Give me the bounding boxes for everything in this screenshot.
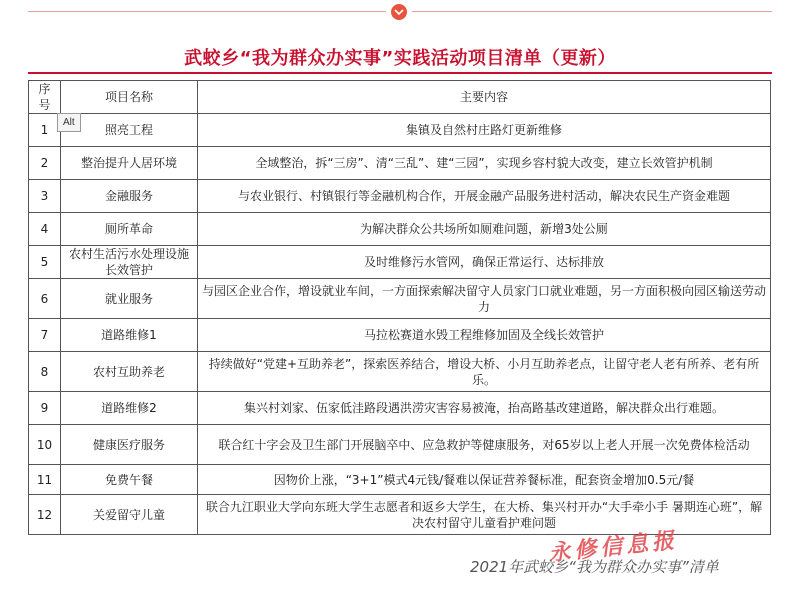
row-number: 7 — [29, 319, 61, 352]
title-divider — [28, 72, 772, 74]
table-row — [29, 279, 771, 319]
header-no: 序号 — [29, 81, 61, 114]
row-number: 8 — [29, 352, 61, 392]
table-row — [29, 246, 771, 279]
header-name: 项目名称 — [61, 81, 198, 114]
project-name: 照亮工程 — [61, 114, 198, 147]
project-content: 持续做好“党建+互助养老”，探索医养结合，增设大桥、小月互助养老点，让留守老人老有所养、老有所乐。 — [198, 352, 771, 392]
table-row — [29, 425, 771, 465]
row-number: 11 — [29, 465, 61, 495]
project-name: 厕所革命 — [61, 213, 198, 246]
header-content: 主要内容 — [198, 81, 771, 114]
row-number: 1 — [29, 114, 61, 147]
table-row — [29, 114, 771, 147]
alt-tooltip: Alt — [57, 113, 81, 132]
project-table — [28, 80, 771, 535]
row-number: 12 — [29, 495, 61, 535]
row-number: 2 — [29, 147, 61, 180]
image-caption: 2021年武蛟乡“我为群众办实事”清单 — [470, 558, 719, 576]
table-row — [29, 180, 771, 213]
row-number: 4 — [29, 213, 61, 246]
project-content: 全域整治，拆“三房”、清“三乱”、建“三园”，实现乡容村貌大改变，建立长效管护机制 — [198, 147, 771, 180]
project-content: 因物价上涨，“3+1”模式4元钱/餐难以保证营养餐标准，配套资金增加0.5元/餐 — [198, 465, 771, 495]
table-row — [29, 147, 771, 180]
project-content: 集兴村刘家、伍家低洼路段遇洪涝灾害容易被淹，抬高路基改建道路，解决群众出行难题。 — [198, 392, 771, 425]
project-name: 金融服务 — [61, 180, 198, 213]
project-name: 免费午餐 — [61, 465, 198, 495]
project-name: 道路维修2 — [61, 392, 198, 425]
project-content: 及时维修污水管网，确保正常运行、达标排放 — [198, 246, 771, 279]
project-content: 集镇及自然村庄路灯更新维修 — [198, 114, 771, 147]
table-row — [29, 213, 771, 246]
project-name: 道路维修1 — [61, 319, 198, 352]
table-row — [29, 465, 771, 495]
page-title: 武蛟乡“我为群众办实事”实践活动项目清单（更新） — [184, 48, 616, 69]
project-name: 健康医疗服务 — [61, 425, 198, 465]
chevron-down-icon — [391, 4, 407, 20]
project-name: 农村互助养老 — [61, 352, 198, 392]
watermark-logo: 永修信息报 — [547, 527, 680, 567]
row-number: 5 — [29, 246, 61, 279]
project-content: 马拉松赛道水毁工程维修加固及全线长效管护 — [198, 319, 771, 352]
collapse-toggle[interactable] — [386, 3, 412, 21]
row-number: 9 — [29, 392, 61, 425]
row-number: 10 — [29, 425, 61, 465]
project-content: 为解决群众公共场所如厕难问题，新增3处公厕 — [198, 213, 771, 246]
project-name: 农村生活污水处理设施长效管护 — [61, 246, 198, 279]
table-row — [29, 319, 771, 352]
row-number: 6 — [29, 279, 61, 319]
project-content: 联合红十字会及卫生部门开展脑卒中、应急救护等健康服务，对65岁以上老人开展一次免费体检活动 — [198, 425, 771, 465]
table-row — [29, 352, 771, 392]
project-name: 整治提升人居环境 — [61, 147, 198, 180]
project-content: 与园区企业合作，增设就业车间，一方面探索解决留守人员家门口就业难题，另一方面积极向园区输送劳动力 — [198, 279, 771, 319]
table-row — [29, 392, 771, 425]
project-name: 关爱留守儿童 — [61, 495, 198, 535]
project-name: 就业服务 — [61, 279, 198, 319]
row-number: 3 — [29, 180, 61, 213]
project-content: 与农业银行、村镇银行等金融机构合作，开展金融产品服务进村活动，解决农民生产资金难题 — [198, 180, 771, 213]
table-header-row — [29, 81, 771, 114]
project-content: 联合九江职业大学向东班大学生志愿者和返乡大学生，在大桥、集兴村开办“大手牵小手 暑期连心班”，解决农村留守儿童看护难问题 — [198, 495, 771, 535]
